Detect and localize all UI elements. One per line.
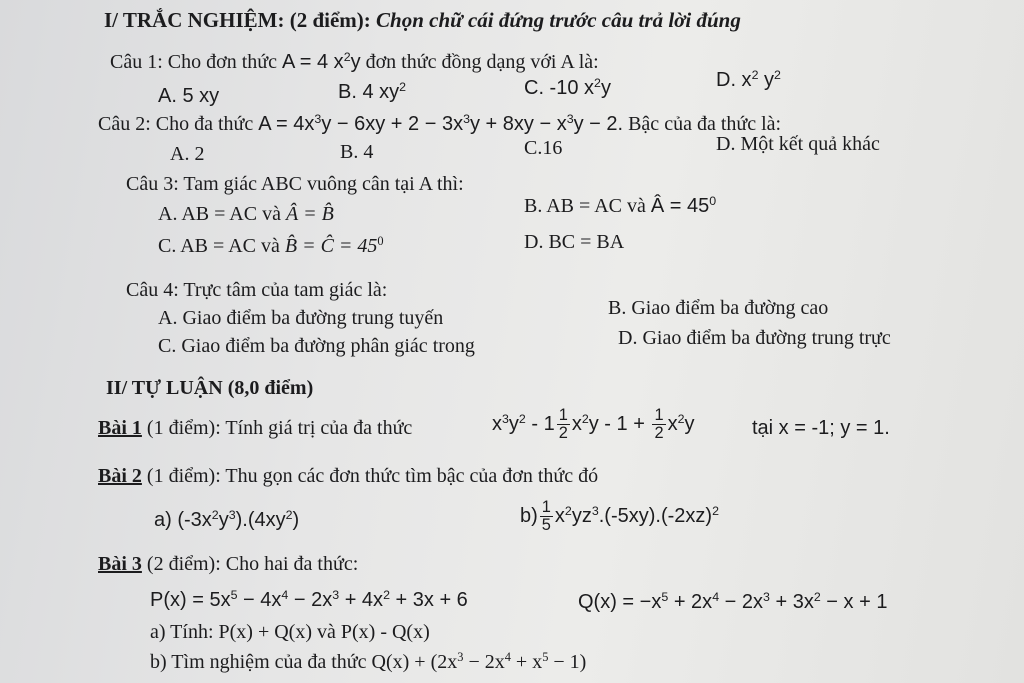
q2-stem-post: Bậc của đa thức là: [623,113,782,135]
bai3-q-3: + 3x [769,591,814,613]
bai2-b-frac-den: 5 [541,516,551,535]
q1-d-pre: D. x [716,69,752,91]
q1-c-exp: 2 [594,76,601,91]
bai3-b-m2: + x [510,651,543,673]
bai2-text [98,464,598,488]
q1-option-c [524,76,611,100]
bai1-frac2-num: 1 [654,406,664,424]
bai1-label: Bài 1 [98,417,142,439]
bai1-frac1 [557,407,570,442]
bai2-a-e3: 2 [285,508,293,523]
bai1-t1-e2: 2 [518,412,526,427]
q1-option-d [716,68,781,92]
bai1-frac2-den: 2 [654,424,664,443]
q2-p3: y + 8xy − x [469,113,567,135]
q2-p1: A = 4x [258,113,315,135]
q2-stem-pre: Câu 2: Cho đa thức [98,113,259,135]
bai3-p-e2: 3 [332,588,340,603]
q2-p2: y − 6xy + 2 − 3x [321,113,464,135]
bai3-b-e2: 4 [504,650,511,665]
q3-a-math: Â = B̂ [285,203,334,225]
bai3-p-1: − 4x [237,589,282,611]
bai2-b-e3: 2 [712,504,719,519]
q1-monomial [282,51,361,73]
bai2-b-e1: 2 [564,504,572,519]
q3-option-c [158,234,384,258]
bai3-b-m1: − 2x [463,651,505,673]
q3-c-exp: 0 [377,234,384,249]
bai3-q-e2: 3 [763,590,770,605]
q2-option-c: C.16 [524,137,563,159]
q3-option-a [158,202,334,226]
bai2-a-e1: 2 [211,508,219,523]
bai2-a-m2: ).(4xy [235,509,286,531]
part1-heading-bold: I/ TRẮC NGHIỆM: (2 điểm): [104,8,377,32]
q4-stem: Câu 4: Trực tâm của tam giác là: [126,279,388,301]
q2-p1-exp: 3 [314,112,322,127]
bai1-t3: x [571,413,582,435]
q3-b-math: Â = 45 [650,195,710,217]
part1-heading [104,8,741,32]
bai3-b-pre: b) Tìm nghiệm của đa thức Q(x) + (2x [150,651,458,673]
q1-d-exp1: 2 [751,68,759,83]
q1-stem [110,50,599,74]
q1-option-a: A. 5 xy [158,85,220,107]
bai3-q-2: − 2x [719,591,764,613]
bai2-b-frac-num: 1 [541,498,551,516]
q2-p3-exp: 3 [566,112,574,127]
bai2-b-pre: b) [520,505,538,527]
q3-option-d: D. BC = BA [524,231,625,253]
bai1-t1-e1: 3 [502,412,509,427]
bai3-q-e0: 5 [661,590,669,605]
bai3-label: Bài 3 [98,553,142,575]
q1-c-tail: y [600,77,611,99]
bai3-p-e0: 5 [230,588,238,603]
bai1-frac1-num: 1 [558,406,568,424]
bai3-q-1: + 2x [668,591,713,613]
bai1-frac1-den: 2 [558,424,568,443]
bai1-t2: - 1 [525,413,555,435]
q3-c-math: B̂ = Ĉ = 45 [284,235,378,257]
q1-stem-post: đơn thức đồng dạng với A là: [360,51,599,73]
q4-option-c: C. Giao điểm ba đường phân giác trong [158,335,475,357]
q1-option-b [338,80,406,104]
q3-stem: Câu 3: Tam giác ABC vuông cân tại A thì: [126,173,464,195]
bai3-q-4: − x + 1 [820,591,888,613]
bai2-desc: (1 điểm): Thu gọn các đơn thức tìm bậc của đơn thức đó [141,465,599,487]
q2-option-b: B. 4 [340,141,374,163]
q1-mono-exp: 2 [343,50,351,65]
bai3-q-e1: 4 [712,590,720,605]
q1-c-base: C. -10 x [524,77,595,99]
bai1-frac2 [652,407,665,442]
bai2-b-m3: .(-5xy).(-2xz) [598,505,713,527]
bai2-a-end: ) [292,509,300,531]
bai2-b-m1: x [554,505,565,527]
bai3-polynomial-p [150,588,468,612]
bai1-t3-e: 2 [581,412,589,427]
bai2-b-m2: yz [571,505,592,527]
bai3-p-e3: 2 [383,588,390,603]
part1-heading-italic: Chọn chữ cái đứng trước câu trả lời đúng [376,8,741,32]
q1-mono-base: A = 4 x [281,51,344,73]
q3-b-exp: 0 [709,194,717,209]
bai3-p-2: − 2x [288,589,333,611]
bai3-polynomial-q [578,590,887,614]
q1-b-exp: 2 [399,80,407,95]
bai2-part-b [520,496,719,536]
q1-d-exp2: 2 [774,68,781,83]
bai3-text [98,552,358,576]
q2-p2-exp: 3 [463,112,470,127]
q2-polynomial [258,113,623,135]
bai1-t4: x [667,413,678,435]
bai3-q-0: Q(x) = −x [578,591,662,613]
bai3-q-e3: 2 [813,590,821,605]
q3-b-pre: B. AB = AC và [524,195,651,217]
q3-option-b [524,194,716,218]
q3-c-pre: C. AB = AC và [158,235,285,257]
bai1-t1: x [492,413,502,435]
bai2-label: Bài 2 [98,465,142,487]
bai2-b-e2: 3 [591,504,599,519]
bai3-p-3: + 4x [339,589,384,611]
bai3-p-e1: 4 [281,588,289,603]
bai3-b-e1: 3 [457,650,464,665]
bai1-text [98,416,412,440]
q1-b-base: B. 4 xy [338,81,400,103]
bai2-a-m1: y [218,509,229,531]
bai3-part-a: a) Tính: P(x) + Q(x) và P(x) - Q(x) [150,621,430,643]
bai1-t4-e: 2 [677,412,685,427]
bai3-b-end: − 1) [548,651,587,673]
q4-option-a: A. Giao điểm ba đường trung tuyến [158,307,444,329]
q1-d-mid: y [758,69,775,91]
bai3-p-4: + 3x + 6 [389,589,468,611]
bai1-t1b: y [508,413,519,435]
bai2-b-frac [540,499,553,534]
bai1-desc: (1 điểm): Tính giá trị của đa thức [141,417,413,439]
q2-p4: y − 2. [573,113,624,135]
q2-stem [98,112,781,136]
bai2-a-pre: a) (-3x [154,509,212,531]
q2-option-d: D. Một kết quả khác [716,133,880,155]
bai3-part-b [150,650,586,674]
bai2-part-a [154,508,299,532]
bai3-b-e3: 5 [542,650,549,665]
bai2-a-e2: 3 [228,508,236,523]
q3-a-pre: A. AB = AC và [158,203,286,225]
bai1-t3b: y - 1 + [588,413,651,435]
q4-option-d: D. Giao điểm ba đường trung trực [618,327,891,349]
bai1-t4b: y [684,413,695,435]
part2-heading: II/ TỰ LUẬN (8,0 điểm) [106,377,314,399]
q4-option-b: B. Giao điểm ba đường cao [608,297,829,319]
bai1-condition: tại x = -1; y = 1. [752,417,890,439]
q2-option-a: A. 2 [170,143,205,165]
bai3-p-0: P(x) = 5x [150,589,231,611]
bai3-desc: (2 điểm): Cho hai đa thức: [141,553,359,575]
q1-mono-tail: y [350,51,361,73]
q1-stem-pre: Câu 1: Cho đơn thức [110,51,282,73]
bai1-expression [492,404,694,444]
